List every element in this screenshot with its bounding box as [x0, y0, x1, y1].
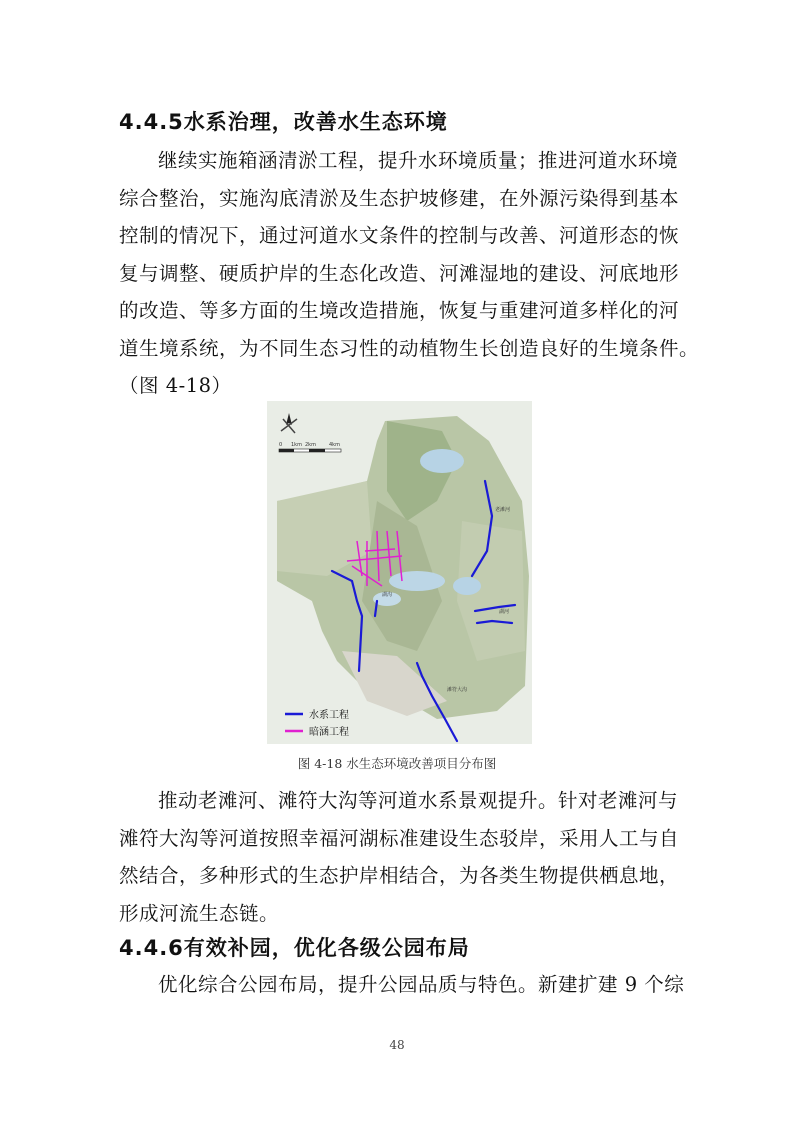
- water-body: [420, 449, 464, 473]
- map-place-label: 湖沟: [382, 592, 393, 598]
- paragraph-line: 优化综合公园布局，提升公园品质与特色。新建扩建 9 个综: [158, 973, 685, 996]
- north-arrow-icon: [281, 413, 297, 433]
- scale-tick-label: 1km: [291, 442, 302, 448]
- map-place-label: 老滩河: [495, 507, 511, 513]
- paragraph-line: 控制的情况下，通过河道水文条件的控制与改善、河道形态的恢: [119, 224, 680, 247]
- paragraph-park-layout: [119, 966, 685, 1004]
- section-heading-4-4-6: 4.4.6有效补园，优化各级公园布局: [119, 936, 470, 960]
- map-place-label: 湖河: [499, 609, 510, 615]
- scale-bar: [279, 442, 341, 452]
- water-body: [389, 571, 445, 591]
- paragraph-line: 综合整治，实施沟底清淤及生态护坡修建，在外源污染得到基本: [119, 186, 680, 210]
- water-body: [453, 577, 481, 595]
- map-legend: [285, 708, 349, 738]
- page-number: 48: [389, 1038, 405, 1052]
- paragraph-line: 继续实施箱涵清淤工程，提升水环境质量；推进河道水环境: [158, 149, 679, 172]
- figure-caption: 图 4-18 水生态环境改善项目分布图: [297, 756, 497, 771]
- paragraph-water-governance: [119, 142, 700, 405]
- paragraph-river-landscape: [119, 782, 679, 932]
- paragraph-line: 复与调整、硬质护岸的生态化改造、河滩湿地的建设、河底地形: [119, 261, 680, 285]
- paragraph-line: 道生境系统，为不同生态习性的动植物生长创造良好的生境条件。: [119, 336, 700, 360]
- map-image: [267, 401, 532, 744]
- water-ecology-map-figure: [267, 401, 532, 744]
- section-heading-4-4-5: 4.4.5水系治理，改善水生态环境: [119, 110, 448, 134]
- legend-label-water: 水系工程: [309, 710, 349, 721]
- scale-tick-label: 2km: [305, 442, 316, 448]
- paragraph-line: 推动老滩河、滩符大沟等河道水系景观提升。针对老滩河与: [158, 789, 679, 812]
- legend-label-culvert: 暗涵工程: [309, 727, 349, 738]
- paragraph-line: 的改造、等多方面的生境改造措施，恢复与重建河道多样化的河: [119, 299, 680, 322]
- scale-tick-label: 4km: [329, 442, 340, 448]
- figure-reference: （图 4-18）: [119, 374, 232, 397]
- map-place-label: 滩符大沟: [447, 687, 468, 693]
- scale-tick-label: 0: [279, 442, 283, 448]
- paragraph-line: 形成河流生态链。: [119, 901, 280, 925]
- paragraph-line: 滩符大沟等河道按照幸福河湖标准建设生态驳岸，采用人工与自: [119, 826, 680, 850]
- paragraph-line: 然结合，多种形式的生态护岸相结合，为各类生物提供栖息地，: [119, 864, 680, 887]
